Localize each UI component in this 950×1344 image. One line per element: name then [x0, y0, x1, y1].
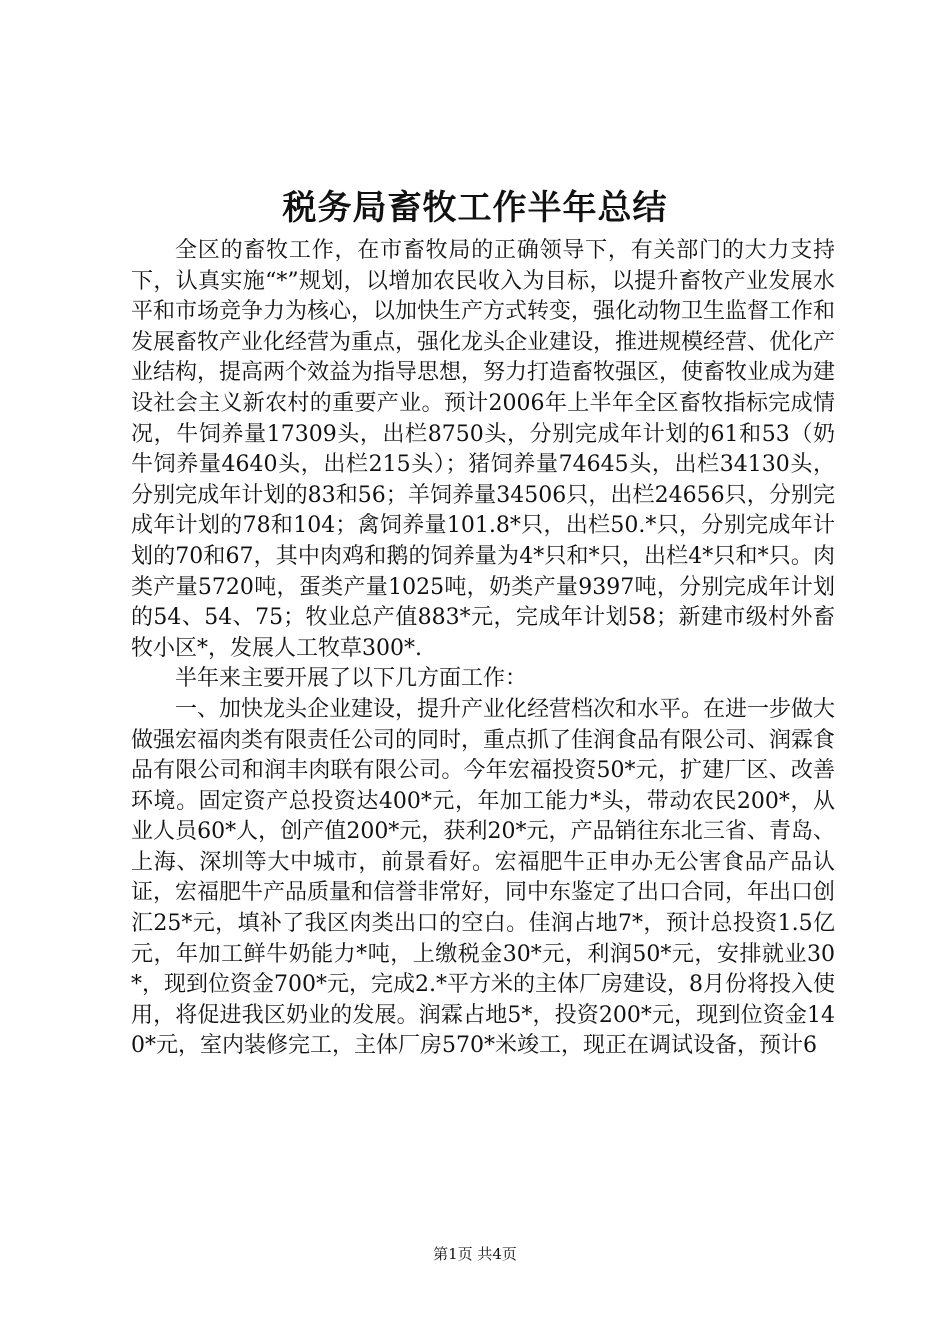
- document-title: 税务局畜牧工作半年总结: [282, 188, 668, 228]
- page-number-footer: 第1页 共4页: [433, 1245, 517, 1263]
- paragraph-section-one: 一、加快龙头企业建设，提升产业化经营档次和水平。在进一步做大做强宏福肉类有限责任公司的同时，重点抓了佳润食品有限公司、润霖食品有限公司和润丰肉联有限公司。今年宏福投资50*元，扩建厂区、改善环境。固定资产总投资达400*元，年加工能力*头，带动农民200*，从业人员60*人，创产值200*元，获利20*元，产品销往东北三省、青岛、上海、深圳等大中城市，前景看好。宏福肥牛正申办无公害食品产品认证，宏福肥牛产品质量和信誉非常好，同中东鉴定了出口合同，年出口创汇25*元，填补了我区肉类出口的空白。佳润占地7*，预计总投资1.5亿元，年加工鲜牛奶能力*吨，上缴税金30*元，利润50*元，安排就业30*，现到位资金700*元，完成2.*平方米的主体厂房建设，8月份将投入使用，将促进我区奶业的发展。润霖占地5*，投资200*元，现到位资金140*元，室内装修完工，主体厂房570*米竣工，现正在调试设备，预计6: [131, 696, 836, 1059]
- paragraph-work-overview: 半年来主要开展了以下几方面工作：: [175, 666, 528, 692]
- document-body: [131, 236, 835, 1062]
- paragraph-intro: 全区的畜牧工作，在市畜牧局的正确领导下，有关部门的大力支持下，认真实施“*”规划，以增加农民收入为目标，以提升畜牧产业发展水平和市场竞争力为核心，以加快生产方式转变，强化动物卫生监督工作和发展畜牧产业化经营为重点，强化龙头企业建设，推进规模经营、优化产业结构，提高两个效益为指导思想，努力打造畜牧强区，使畜牧业成为建设社会主义新农村的重要产业。预计2006年上半年全区畜牧指标完成情况，牛饲养量17309头，出栏8750头，分别完成年计划的61和53（奶牛饲养量4640头，出栏215头）；猪饲养量74645头，出栏34130头，分别完成年计划的83和56；羊饲养量34506只，出栏24656只，分别完成年计划的78和104；禽饲养量101.8*只，出栏50.*只，分别完成年计划的70和67，其中肉鸡和鹅的饲养量为4*只和*只，出栏4*只和*只。肉类产量5720吨，蛋类产量1025吨，奶类产量9397吨，分别完成年计划的54、54、75；牧业总产值883*元，完成年计划58；新建市级村外畜牧小区*，发展人工牧草300*.: [131, 238, 836, 661]
